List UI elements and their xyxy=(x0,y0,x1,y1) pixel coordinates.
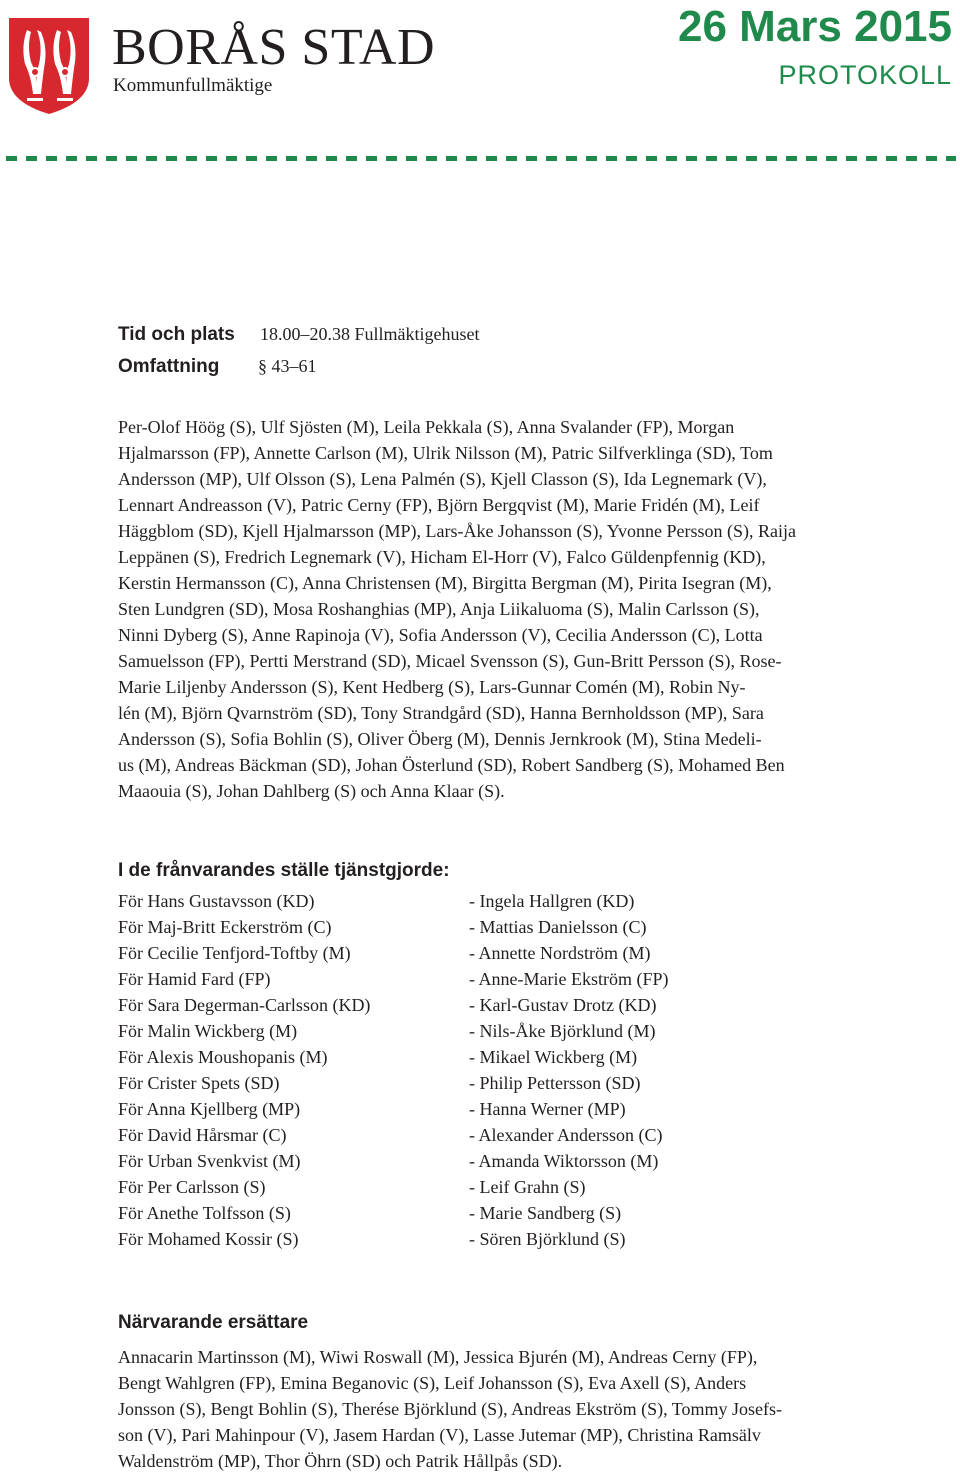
substitute-member: - Sören Björklund (S) xyxy=(469,1229,626,1249)
list-item xyxy=(118,1177,838,1203)
absent-member: För Mohamed Kossir (S) xyxy=(118,1229,299,1249)
present-line: Waldenström (MP), Thor Öhrn (SD) och Patrik Hållpås (SD). xyxy=(118,1451,563,1471)
substitute-member: - Philip Pettersson (SD) xyxy=(469,1073,641,1093)
absent-member: För Sara Degerman-Carlsson (KD) xyxy=(118,995,371,1015)
attendees-line: Andersson (MP), Ulf Olsson (S), Lena Palmén (S), Kjell Classon (S), Ida Legnemark (V), xyxy=(118,469,767,489)
substitute-member: - Leif Grahn (S) xyxy=(469,1177,586,1197)
document-type: PROTOKOLL xyxy=(778,60,952,90)
present-line: Annacarin Martinsson (M), Wiwi Roswall (M), Jessica Bjurén (M), Andreas Cerny (FP), xyxy=(118,1347,758,1367)
substitute-member: - Anne-Marie Ekström (FP) xyxy=(469,969,669,989)
absent-member: För Hamid Fard (FP) xyxy=(118,969,271,989)
present-line: Bengt Wahlgren (FP), Emina Beganovic (S), Leif Johansson (S), Eva Axell (S), Anders xyxy=(118,1373,747,1393)
substitute-member: - Hanna Werner (MP) xyxy=(469,1099,626,1119)
city-crest-icon xyxy=(7,16,91,116)
absent-member: För Crister Spets (SD) xyxy=(118,1073,280,1093)
time-label: Tid och plats xyxy=(118,324,235,345)
present-line: Jonsson (S), Bengt Bohlin (S), Therése Björklund (S), Andreas Ekström (S), Tommy Josefs- xyxy=(118,1399,783,1419)
list-item xyxy=(118,995,838,1021)
list-item xyxy=(118,969,838,995)
attendees-line: Ninni Dyberg (S), Anne Rapinoja (V), Sofia Andersson (V), Cecilia Andersson (C), Lotta xyxy=(118,625,763,645)
organization-name: BORÅS STAD xyxy=(112,19,436,76)
attendees-line: Hjalmarsson (FP), Annette Carlson (M), Ulrik Nilsson (M), Patric Silfverklinga (SD), Tom xyxy=(118,443,773,463)
list-item xyxy=(118,1021,838,1047)
substitute-member: - Mattias Danielsson (C) xyxy=(469,917,647,937)
absent-member: För Hans Gustavsson (KD) xyxy=(118,891,315,911)
present-line: son (V), Pari Mahinpour (V), Jasem Hardan (V), Lasse Jutemar (MP), Christina Ramsälv xyxy=(118,1425,761,1445)
list-item xyxy=(118,1203,838,1229)
attendees-line: Samuelsson (FP), Pertti Merstrand (SD), Micael Svensson (S), Gun-Britt Persson (S), Rose- xyxy=(118,651,782,671)
attendees-paragraph xyxy=(118,414,838,804)
absent-member: För Malin Wickberg (M) xyxy=(118,1021,298,1041)
list-item xyxy=(118,1151,838,1177)
organization-subtitle: Kommunfullmäktige xyxy=(113,75,273,96)
list-item xyxy=(118,1125,838,1151)
document-date: 26 Mars 2015 xyxy=(678,2,952,51)
attendees-line: lén (M), Björn Qvarnström (SD), Tony Strandgård (SD), Hanna Bernholdsson (MP), Sara xyxy=(118,703,764,723)
absent-member: För Anna Kjellberg (MP) xyxy=(118,1099,301,1119)
attendees-line: Häggblom (SD), Kjell Hjalmarsson (MP), Lars-Åke Johansson (S), Yvonne Persson (S), Raija xyxy=(118,521,796,541)
list-item xyxy=(118,1047,838,1073)
scope-label: Omfattning xyxy=(118,356,220,377)
meeting-meta xyxy=(118,324,480,388)
substitute-member: - Alexander Andersson (C) xyxy=(469,1125,663,1145)
list-item xyxy=(118,1073,838,1099)
substitute-member: - Amanda Wiktorsson (M) xyxy=(469,1151,659,1171)
attendees-line: Lennart Andreasson (V), Patric Cerny (FP), Björn Bergqvist (M), Marie Fridén (M), Leif xyxy=(118,495,760,515)
attendees-line: Marie Liljenby Andersson (S), Kent Hedberg (S), Lars-Gunnar Comén (M), Robin Ny- xyxy=(118,677,746,697)
attendees-line: us (M), Andreas Bäckman (SD), Johan Österlund (SD), Robert Sandberg (S), Mohamed Ben xyxy=(118,755,785,775)
dashed-divider xyxy=(6,156,956,161)
attendees-line: Maaouia (S), Johan Dahlberg (S) och Anna Klaar (S). xyxy=(118,781,505,801)
meta-row-scope xyxy=(118,356,480,388)
substitute-member: - Mikael Wickberg (M) xyxy=(469,1047,638,1067)
absent-member: För David Hårsmar (C) xyxy=(118,1125,287,1145)
attendees-line: Leppänen (S), Fredrich Legnemark (V), Hicham El-Horr (V), Falco Güldenpfennig (KD), xyxy=(118,547,766,567)
absent-member: För Anethe Tolfsson (S) xyxy=(118,1203,291,1223)
attendees-line: Kerstin Hermansson (C), Anna Christensen (M), Birgitta Bergman (M), Pirita Isegran (M), xyxy=(118,573,772,593)
page-header xyxy=(0,0,960,170)
meta-row-time xyxy=(118,324,480,356)
present-substitutes-paragraph xyxy=(118,1344,838,1474)
scope-value: § 43–61 xyxy=(258,356,317,376)
substitute-member: - Ingela Hallgren (KD) xyxy=(469,891,635,911)
absent-member: För Alexis Moushopanis (M) xyxy=(118,1047,328,1067)
list-item xyxy=(118,917,838,943)
substitutes-heading: I de frånvarandes ställe tjänstgjorde: xyxy=(118,860,450,881)
list-item xyxy=(118,943,838,969)
absent-member: För Per Carlsson (S) xyxy=(118,1177,266,1197)
substitute-member: - Marie Sandberg (S) xyxy=(469,1203,622,1223)
time-value: 18.00–20.38 Fullmäktigehuset xyxy=(260,324,480,344)
absent-member: För Maj-Britt Eckerström (C) xyxy=(118,917,332,937)
list-item xyxy=(118,1099,838,1125)
attendees-line: Andersson (S), Sofia Bohlin (S), Oliver Öberg (M), Dennis Jernkrook (M), Stina Medeli- xyxy=(118,729,762,749)
list-item xyxy=(118,891,838,917)
present-substitutes-heading: Närvarande ersättare xyxy=(118,1312,309,1333)
absent-member: För Cecilie Tenfjord-Toftby (M) xyxy=(118,943,351,963)
attendees-line: Per-Olof Höög (S), Ulf Sjösten (M), Leila Pekkala (S), Anna Svalander (FP), Morgan xyxy=(118,417,735,437)
substitute-member: - Karl-Gustav Drotz (KD) xyxy=(469,995,657,1015)
substitutes-list xyxy=(118,891,838,1255)
attendees-line: Sten Lundgren (SD), Mosa Roshanghias (MP), Anja Liikaluoma (S), Malin Carlsson (S), xyxy=(118,599,760,619)
substitute-member: - Annette Nordström (M) xyxy=(469,943,651,963)
substitute-member: - Nils-Åke Björklund (M) xyxy=(469,1021,656,1041)
absent-member: För Urban Svenkvist (M) xyxy=(118,1151,301,1171)
list-item xyxy=(118,1229,838,1255)
